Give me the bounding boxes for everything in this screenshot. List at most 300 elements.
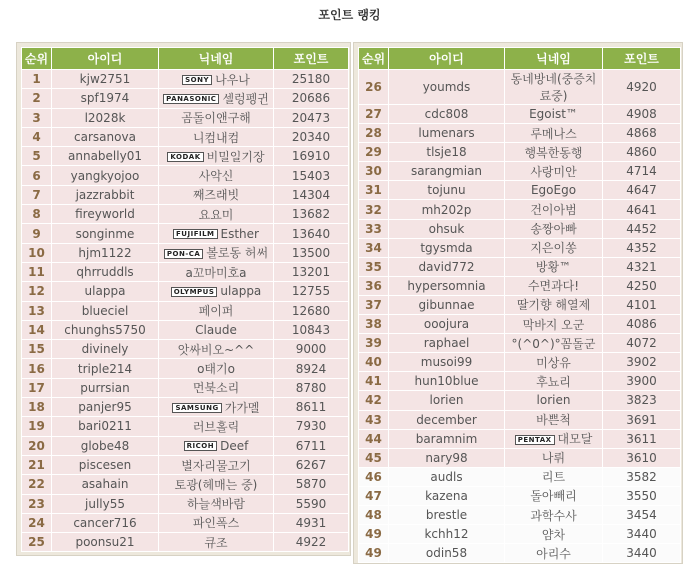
camera-brand-badge-icon: PENTAX bbox=[515, 435, 555, 445]
nickname-text: 수면과다! bbox=[527, 279, 580, 294]
camera-brand-badge-icon: RICOH bbox=[184, 441, 217, 451]
table-row[interactable] bbox=[22, 436, 349, 455]
nickname-cell[interactable] bbox=[505, 276, 603, 295]
table-row[interactable] bbox=[22, 147, 349, 166]
user-id-cell[interactable]: triple214 bbox=[52, 359, 159, 378]
points-cell: 14304 bbox=[274, 185, 349, 204]
nickname-cell[interactable] bbox=[505, 372, 603, 391]
user-id-cell[interactable]: hjm1122 bbox=[52, 243, 159, 262]
rank-cell: 26 bbox=[359, 70, 389, 105]
rank-cell: 24 bbox=[22, 513, 52, 532]
points-cell: 3902 bbox=[603, 353, 681, 372]
table-row[interactable] bbox=[359, 143, 681, 162]
user-id-cell[interactable]: tojunu bbox=[389, 181, 505, 200]
points-cell: 9000 bbox=[274, 340, 349, 359]
table-row[interactable] bbox=[22, 282, 349, 301]
nickname-cell[interactable] bbox=[505, 525, 603, 544]
rank-cell: 21 bbox=[22, 455, 52, 474]
user-id-cell[interactable]: ulappa bbox=[52, 282, 159, 301]
user-id-cell[interactable]: globe48 bbox=[52, 436, 159, 455]
table-row[interactable] bbox=[22, 262, 349, 281]
rank-cell: 6 bbox=[22, 166, 52, 185]
table-row[interactable] bbox=[359, 219, 681, 238]
user-id-cell[interactable]: youmds bbox=[389, 70, 505, 105]
nickname-text: 볼로동 허써 bbox=[206, 246, 269, 261]
user-id-cell[interactable]: chunghs5750 bbox=[52, 320, 159, 339]
rank-cell: 10 bbox=[22, 243, 52, 262]
points-cell: 8780 bbox=[274, 378, 349, 397]
nickname-cell[interactable] bbox=[505, 334, 603, 353]
user-id-cell[interactable]: divinely bbox=[52, 340, 159, 359]
user-id-cell[interactable]: poonsu21 bbox=[52, 533, 159, 552]
rank-cell: 16 bbox=[22, 359, 52, 378]
nickname-cell[interactable] bbox=[505, 429, 603, 448]
rank-cell: 3 bbox=[22, 108, 52, 127]
nickname-cell[interactable] bbox=[505, 181, 603, 200]
table-row[interactable] bbox=[22, 494, 349, 513]
nickname-cell[interactable] bbox=[505, 391, 603, 410]
rank-cell: 13 bbox=[22, 301, 52, 320]
ranking-table-right bbox=[358, 47, 681, 563]
nickname-cell[interactable] bbox=[505, 448, 603, 467]
rank-cell: 5 bbox=[22, 147, 52, 166]
points-cell: 3611 bbox=[603, 429, 681, 448]
nickname-text: 아리수 bbox=[536, 546, 571, 561]
nickname-text: Deef bbox=[220, 438, 249, 453]
nickname-text: 페이퍼 bbox=[198, 304, 234, 319]
rank-cell: 25 bbox=[22, 533, 52, 552]
user-id-cell[interactable]: brestle bbox=[389, 505, 505, 524]
user-id-cell[interactable]: carsanova bbox=[52, 127, 159, 146]
user-id-cell[interactable]: l2028k bbox=[52, 108, 159, 127]
column-header-rank: 순위 bbox=[22, 48, 52, 70]
nickname-cell[interactable] bbox=[159, 455, 274, 474]
ranking-table-left-panel bbox=[16, 42, 351, 556]
nickname-text: a꼬마미호a bbox=[185, 265, 247, 280]
points-cell: 4922 bbox=[274, 533, 349, 552]
rank-cell: 32 bbox=[359, 200, 389, 219]
nickname-text: 셀렁펭귄 bbox=[222, 91, 269, 106]
points-cell: 3440 bbox=[603, 525, 681, 544]
points-cell: 4072 bbox=[603, 334, 681, 353]
table-row[interactable] bbox=[22, 513, 349, 532]
rank-cell: 33 bbox=[359, 219, 389, 238]
nickname-cell[interactable] bbox=[159, 108, 274, 127]
nickname-cell[interactable] bbox=[159, 166, 274, 185]
nickname-cell[interactable] bbox=[505, 238, 603, 257]
nickname-cell[interactable] bbox=[505, 143, 603, 162]
rank-cell: 20 bbox=[22, 436, 52, 455]
points-cell: 4352 bbox=[603, 238, 681, 257]
nickname-cell[interactable] bbox=[159, 340, 274, 359]
user-id-cell[interactable]: gibunnae bbox=[389, 295, 505, 314]
camera-brand-badge-icon: FUJIFILM bbox=[173, 229, 218, 239]
table-row[interactable] bbox=[22, 398, 349, 417]
nickname-text: o태기o bbox=[197, 362, 235, 377]
nickname-cell[interactable] bbox=[159, 320, 274, 339]
table-row[interactable] bbox=[22, 340, 349, 359]
nickname-cell[interactable] bbox=[505, 124, 603, 143]
user-id-cell[interactable]: panjer95 bbox=[52, 398, 159, 417]
user-id-cell[interactable]: kazena bbox=[389, 486, 505, 505]
user-id-cell[interactable]: nary98 bbox=[389, 448, 505, 467]
nickname-cell[interactable] bbox=[505, 353, 603, 372]
table-row[interactable] bbox=[359, 162, 681, 181]
table-row[interactable] bbox=[22, 417, 349, 436]
rank-cell: 14 bbox=[22, 320, 52, 339]
nickname-cell[interactable] bbox=[505, 544, 603, 563]
camera-brand-badge-icon: SONY bbox=[182, 75, 212, 85]
ranking-table-left bbox=[21, 47, 349, 552]
column-header-rank: 순위 bbox=[359, 48, 389, 70]
user-id-cell[interactable]: musoi99 bbox=[389, 353, 505, 372]
camera-brand-badge-icon: PON-CA bbox=[164, 249, 203, 259]
nickname-text: 나뤼 bbox=[541, 451, 566, 466]
table-row[interactable] bbox=[359, 257, 681, 276]
user-id-cell[interactable]: tgysmda bbox=[389, 238, 505, 257]
user-id-cell[interactable]: odin58 bbox=[389, 544, 505, 563]
nickname-text: 얌차 bbox=[541, 527, 566, 542]
nickname-text: 앗싸비오~^^ bbox=[177, 342, 255, 357]
user-id-cell[interactable]: audls bbox=[389, 467, 505, 486]
nickname-text: 니컴내컴 bbox=[192, 130, 240, 145]
table-row[interactable] bbox=[359, 334, 681, 353]
column-header-id: 아이디 bbox=[389, 48, 505, 70]
table-header-row bbox=[359, 48, 681, 70]
table-row[interactable] bbox=[359, 525, 681, 544]
table-row[interactable] bbox=[359, 181, 681, 200]
nickname-cell[interactable] bbox=[159, 533, 274, 552]
rank-cell: 11 bbox=[22, 262, 52, 281]
table-row[interactable] bbox=[359, 544, 681, 563]
points-cell: 13500 bbox=[274, 243, 349, 262]
rank-cell: 47 bbox=[359, 486, 389, 505]
user-id-cell[interactable]: blueciel bbox=[52, 301, 159, 320]
table-row[interactable] bbox=[359, 486, 681, 505]
nickname-cell[interactable] bbox=[159, 359, 274, 378]
camera-brand-badge-icon: SAMSUNG bbox=[172, 403, 221, 413]
points-cell: 10843 bbox=[274, 320, 349, 339]
nickname-cell[interactable] bbox=[159, 224, 274, 243]
user-id-cell[interactable]: cdc808 bbox=[389, 105, 505, 124]
table-row[interactable] bbox=[22, 455, 349, 474]
nickname-text: 막바지 오군 bbox=[522, 317, 585, 332]
table-row[interactable] bbox=[22, 301, 349, 320]
points-cell: 4250 bbox=[603, 276, 681, 295]
table-row[interactable] bbox=[359, 391, 681, 410]
nickname-cell[interactable] bbox=[159, 398, 274, 417]
user-id-cell[interactable]: spf1974 bbox=[52, 89, 159, 108]
page-title: 포인트 랭킹 bbox=[318, 8, 381, 22]
points-cell: 4860 bbox=[603, 143, 681, 162]
points-cell: 13201 bbox=[274, 262, 349, 281]
nickname-text: °(^0^)°꼼돌군 bbox=[511, 336, 596, 351]
table-row[interactable] bbox=[22, 224, 349, 243]
nickname-text: 대모달 bbox=[557, 432, 593, 447]
ranking-table-left-body bbox=[22, 70, 349, 552]
table-header-row bbox=[22, 48, 349, 70]
table-row[interactable] bbox=[22, 475, 349, 494]
rank-cell: 17 bbox=[22, 378, 52, 397]
user-id-cell[interactable]: bari0211 bbox=[52, 417, 159, 436]
table-row[interactable] bbox=[359, 505, 681, 524]
points-cell: 4452 bbox=[603, 219, 681, 238]
nickname-text: 하늘색바람 bbox=[187, 497, 245, 512]
table-row[interactable] bbox=[22, 166, 349, 185]
nickname-text: 후뇨리 bbox=[536, 374, 571, 389]
points-cell: 5590 bbox=[274, 494, 349, 513]
nickname-cell[interactable] bbox=[159, 282, 274, 301]
nickname-cell[interactable] bbox=[159, 301, 274, 320]
user-id-cell[interactable]: raphael bbox=[389, 334, 505, 353]
nickname-text: 행복한동행 bbox=[524, 145, 583, 160]
table-row[interactable] bbox=[359, 295, 681, 314]
nickname-cell[interactable] bbox=[159, 436, 274, 455]
table-row[interactable] bbox=[359, 200, 681, 219]
user-id-cell[interactable]: piscesen bbox=[52, 455, 159, 474]
user-id-cell[interactable]: yangkyojoo bbox=[52, 166, 159, 185]
nickname-text: 송짱아빠 bbox=[530, 222, 577, 237]
points-cell: 15403 bbox=[274, 166, 349, 185]
nickname-text: 비밀일기장 bbox=[206, 149, 265, 164]
nickname-text: 째즈래빗 bbox=[192, 188, 240, 203]
nickname-cell[interactable] bbox=[505, 70, 603, 105]
points-cell: 6711 bbox=[274, 436, 349, 455]
nickname-text: lorien bbox=[536, 393, 571, 408]
table-row[interactable] bbox=[22, 185, 349, 204]
points-cell: 8924 bbox=[274, 359, 349, 378]
user-id-cell[interactable]: december bbox=[389, 410, 505, 429]
points-cell: 4920 bbox=[603, 70, 681, 105]
user-id-cell[interactable]: sarangmian bbox=[389, 162, 505, 181]
table-row[interactable] bbox=[359, 70, 681, 105]
table-row[interactable] bbox=[22, 378, 349, 397]
table-row[interactable] bbox=[22, 89, 349, 108]
user-id-cell[interactable]: david772 bbox=[389, 257, 505, 276]
nickname-cell[interactable] bbox=[159, 475, 274, 494]
rank-cell: 2 bbox=[22, 89, 52, 108]
points-cell: 3610 bbox=[603, 448, 681, 467]
nickname-cell[interactable] bbox=[505, 219, 603, 238]
nickname-text: 요요미 bbox=[198, 207, 234, 222]
user-id-cell[interactable]: lorien bbox=[389, 391, 505, 410]
column-header-nickname: 닉네임 bbox=[505, 48, 603, 70]
rank-cell: 31 bbox=[359, 181, 389, 200]
nickname-cell[interactable] bbox=[159, 513, 274, 532]
column-header-id: 아이디 bbox=[52, 48, 159, 70]
nickname-cell[interactable] bbox=[505, 505, 603, 524]
nickname-cell[interactable] bbox=[159, 494, 274, 513]
rank-cell: 19 bbox=[22, 417, 52, 436]
table-row[interactable] bbox=[359, 124, 681, 143]
points-cell: 3550 bbox=[603, 486, 681, 505]
nickname-cell[interactable] bbox=[159, 205, 274, 224]
nickname-cell[interactable] bbox=[159, 417, 274, 436]
points-cell: 4641 bbox=[603, 200, 681, 219]
nickname-cell[interactable] bbox=[505, 467, 603, 486]
user-id-cell[interactable]: fireyworld bbox=[52, 205, 159, 224]
nickname-cell[interactable] bbox=[505, 486, 603, 505]
table-row[interactable] bbox=[359, 372, 681, 391]
nickname-cell[interactable] bbox=[159, 127, 274, 146]
nickname-cell[interactable] bbox=[505, 315, 603, 334]
user-id-cell[interactable]: ohsuk bbox=[389, 219, 505, 238]
nickname-text: 바쁜척 bbox=[536, 413, 571, 428]
nickname-cell[interactable] bbox=[505, 200, 603, 219]
table-row[interactable] bbox=[359, 353, 681, 372]
camera-brand-badge-icon: KODAK bbox=[167, 152, 203, 162]
rank-cell: 49 bbox=[359, 525, 389, 544]
points-cell: 16910 bbox=[274, 147, 349, 166]
user-id-cell[interactable]: ooojura bbox=[389, 315, 505, 334]
points-cell: 4647 bbox=[603, 181, 681, 200]
camera-brand-badge-icon: PANASONIC bbox=[163, 94, 219, 104]
table-row[interactable] bbox=[359, 467, 681, 486]
user-id-cell[interactable]: kchh12 bbox=[389, 525, 505, 544]
rank-cell: 18 bbox=[22, 398, 52, 417]
nickname-text: 미상유 bbox=[536, 355, 571, 370]
nickname-text: 곰돌이앤구해 bbox=[181, 111, 251, 126]
user-id-cell[interactable]: asahain bbox=[52, 475, 159, 494]
nickname-text: 나우나 bbox=[215, 72, 250, 87]
points-cell: 12680 bbox=[274, 301, 349, 320]
points-cell: 25180 bbox=[274, 70, 349, 89]
points-cell: 20686 bbox=[274, 89, 349, 108]
user-id-cell[interactable]: mh202p bbox=[389, 200, 505, 219]
points-cell: 3582 bbox=[603, 467, 681, 486]
user-id-cell[interactable]: cancer716 bbox=[52, 513, 159, 532]
points-cell: 20340 bbox=[274, 127, 349, 146]
points-cell: 4086 bbox=[603, 315, 681, 334]
ranking-table-right-panel bbox=[353, 42, 683, 564]
nickname-text: 먼북소리 bbox=[192, 381, 240, 396]
rank-cell: 4 bbox=[22, 127, 52, 146]
points-cell: 4714 bbox=[603, 162, 681, 181]
rank-cell: 35 bbox=[359, 257, 389, 276]
nickname-cell[interactable] bbox=[159, 243, 274, 262]
user-id-cell[interactable]: hypersomnia bbox=[389, 276, 505, 295]
user-id-cell[interactable]: songinme bbox=[52, 224, 159, 243]
points-cell: 7930 bbox=[274, 417, 349, 436]
user-id-cell[interactable]: lumenars bbox=[389, 124, 505, 143]
nickname-text: 사악신 bbox=[198, 169, 234, 184]
nickname-cell[interactable] bbox=[505, 410, 603, 429]
rank-cell: 45 bbox=[359, 448, 389, 467]
nickname-text: 동네방네(중증치료중) bbox=[510, 72, 597, 103]
nickname-text: 루메나스 bbox=[530, 126, 577, 141]
rank-cell: 36 bbox=[359, 276, 389, 295]
points-cell: 13640 bbox=[274, 224, 349, 243]
table-row[interactable] bbox=[22, 359, 349, 378]
table-row[interactable] bbox=[22, 108, 349, 127]
points-cell: 13682 bbox=[274, 205, 349, 224]
table-row[interactable] bbox=[22, 70, 349, 89]
points-cell: 8611 bbox=[274, 398, 349, 417]
nickname-text: Egoist™ bbox=[529, 107, 578, 122]
table-row[interactable] bbox=[22, 533, 349, 552]
points-cell: 6267 bbox=[274, 455, 349, 474]
points-cell: 4908 bbox=[603, 105, 681, 124]
rank-cell: 28 bbox=[359, 124, 389, 143]
rank-cell: 48 bbox=[359, 505, 389, 524]
nickname-text: 러브홀릭 bbox=[192, 419, 240, 434]
user-id-cell[interactable]: qhrruddls bbox=[52, 262, 159, 281]
nickname-cell[interactable] bbox=[505, 105, 603, 124]
camera-brand-badge-icon: OLYMPUS bbox=[171, 287, 218, 297]
user-id-cell[interactable]: tlsje18 bbox=[389, 143, 505, 162]
rank-cell: 40 bbox=[359, 353, 389, 372]
nickname-text: 과학수사 bbox=[530, 508, 577, 523]
nickname-cell[interactable] bbox=[159, 89, 274, 108]
nickname-cell[interactable] bbox=[159, 378, 274, 397]
nickname-cell[interactable] bbox=[505, 257, 603, 276]
table-row[interactable] bbox=[22, 243, 349, 262]
table-row[interactable] bbox=[22, 205, 349, 224]
nickname-cell[interactable] bbox=[505, 295, 603, 314]
column-header-points: 포인트 bbox=[274, 48, 349, 70]
nickname-text: 방황™ bbox=[535, 260, 572, 275]
nickname-cell[interactable] bbox=[505, 162, 603, 181]
rank-cell: 7 bbox=[22, 185, 52, 204]
nickname-text: 돌아빼리 bbox=[530, 489, 577, 504]
table-row[interactable] bbox=[359, 448, 681, 467]
points-cell: 3900 bbox=[603, 372, 681, 391]
table-row[interactable] bbox=[359, 429, 681, 448]
user-id-cell[interactable]: annabelly01 bbox=[52, 147, 159, 166]
table-row[interactable] bbox=[359, 276, 681, 295]
user-id-cell[interactable]: jazzrabbit bbox=[52, 185, 159, 204]
points-cell: 3823 bbox=[603, 391, 681, 410]
rank-cell: 22 bbox=[22, 475, 52, 494]
nickname-text: 별자리물고기 bbox=[181, 458, 251, 473]
rank-cell: 44 bbox=[359, 429, 389, 448]
nickname-cell[interactable] bbox=[159, 70, 274, 89]
table-row[interactable] bbox=[359, 315, 681, 334]
points-cell: 4101 bbox=[603, 295, 681, 314]
user-id-cell[interactable]: jully55 bbox=[52, 494, 159, 513]
nickname-cell[interactable] bbox=[159, 147, 274, 166]
points-cell: 20473 bbox=[274, 108, 349, 127]
nickname-text: 가가멜 bbox=[224, 400, 260, 415]
table-row[interactable] bbox=[22, 127, 349, 146]
points-cell: 4321 bbox=[603, 257, 681, 276]
nickname-text: 리트 bbox=[541, 470, 566, 485]
rank-cell: 34 bbox=[359, 238, 389, 257]
points-cell: 3440 bbox=[603, 544, 681, 563]
nickname-text: Claude bbox=[195, 323, 237, 337]
table-row[interactable] bbox=[359, 105, 681, 124]
table-row[interactable] bbox=[359, 410, 681, 429]
nickname-text: 건이아범 bbox=[530, 203, 577, 218]
rank-cell: 42 bbox=[359, 391, 389, 410]
user-id-cell[interactable]: hun10blue bbox=[389, 372, 505, 391]
nickname-text: 사랑미안 bbox=[530, 164, 577, 179]
user-id-cell[interactable]: purrsian bbox=[52, 378, 159, 397]
user-id-cell[interactable]: baramnim bbox=[389, 429, 505, 448]
rank-cell: 27 bbox=[359, 105, 389, 124]
table-row[interactable] bbox=[359, 238, 681, 257]
rank-cell: 1 bbox=[22, 70, 52, 89]
table-row[interactable] bbox=[22, 320, 349, 339]
nickname-text: ulappa bbox=[220, 284, 262, 299]
user-id-cell[interactable]: kjw2751 bbox=[52, 70, 159, 89]
rank-cell: 46 bbox=[359, 467, 389, 486]
points-cell: 12755 bbox=[274, 282, 349, 301]
nickname-text: 큐조 bbox=[204, 535, 228, 550]
nickname-cell[interactable] bbox=[159, 262, 274, 281]
points-cell: 3691 bbox=[603, 410, 681, 429]
nickname-cell[interactable] bbox=[159, 185, 274, 204]
